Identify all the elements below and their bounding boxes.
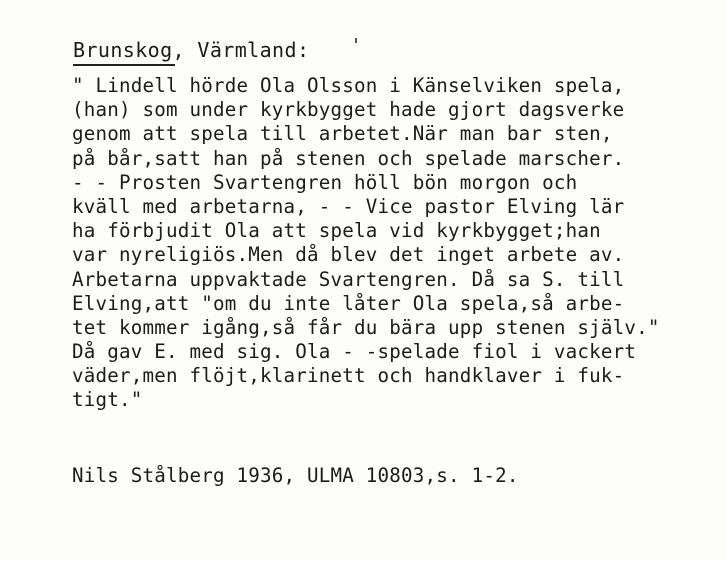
card-heading: Brunskog, Värmland: <box>73 38 310 62</box>
source-citation: Nils Stålberg 1936, ULMA 10803,s. 1-2. <box>72 464 519 487</box>
card-body <box>72 74 722 413</box>
body-line: Elving,att "om du inte låter Ola spela,så arbe- <box>72 291 625 315</box>
body-line: ha förbjudit Ola att spela vid kyrkbygget;han <box>72 219 601 243</box>
body-line: var nyreligiös.Men då blev det inget arbete av. <box>72 243 625 267</box>
heading-underline <box>73 64 175 66</box>
body-line: väder,men flöjt,klarinett och handklaver i fuk- <box>72 364 625 388</box>
body-line: Då gav E. med sig. Ola - -spelade fiol i vackert <box>72 340 637 364</box>
body-line: genom att spela till arbetet.När man bar sten, <box>72 122 613 146</box>
body-line: " Lindell hörde Ola Olsson i Känselviken spela, <box>72 74 625 97</box>
body-line: tet kommer igång,så får du bära upp stenen själv." <box>72 315 660 339</box>
body-line: Arbetarna uppvaktade Svartengren. Då sa S. till <box>72 267 625 291</box>
body-line: på bår,satt han på stenen och spelade marscher. <box>72 146 625 170</box>
body-line: tigt." <box>72 388 143 412</box>
paper-speck <box>355 38 357 43</box>
body-line: (han) som under kyrkbygget hade gjort dagsverke <box>72 98 625 122</box>
body-line: - - Prosten Svartengren höll bön morgon och <box>72 170 578 194</box>
body-line: kväll med arbetarna, - - Vice pastor Elving lär <box>72 194 625 218</box>
